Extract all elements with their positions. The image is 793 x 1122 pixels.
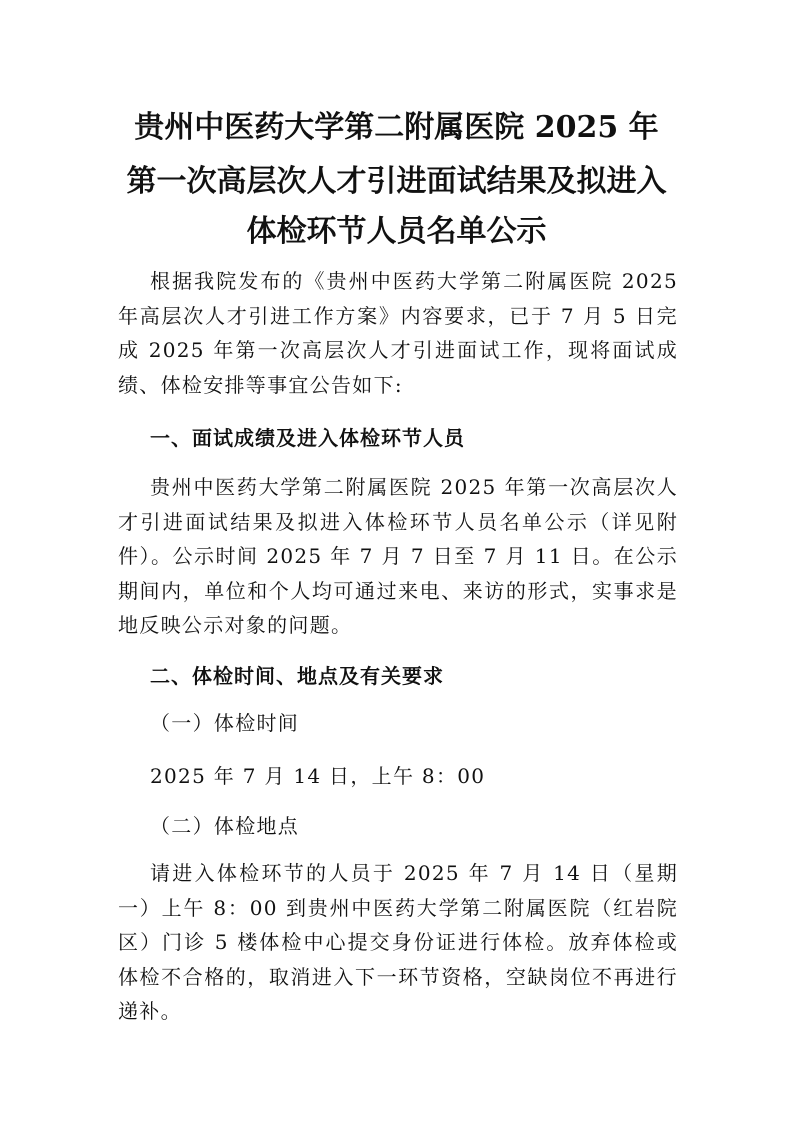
exam-location-paragraph: 请进入体检环节的人员于 2025 年 7 月 14 日（星期一）上午 8：00 到贵州中医药大学第二附属医院（红岩院区）门诊 5 楼体检中心提交身份证进行体检。放弃体检或体检不合格的，取消进入下一环节资格，空缺岗位不再进行递补。	[118, 861, 678, 1023]
section-1-heading: 一、面试成绩及进入体检环节人员	[150, 426, 465, 450]
exam-time-text: 2025 年 7 月 14 日，上午 8：00	[150, 764, 486, 788]
intro-paragraph: 根据我院发布的《贵州中医药大学第二附属医院 2025 年高层次人才引进工作方案》内容要求，已于 7 月 5 日完成 2025 年第一次高层次人才引进面试工作，现将面试成绩、体检安排等事宜公告如下:	[118, 269, 678, 397]
section-2-heading: 二、体检时间、地点及有关要求	[150, 664, 444, 688]
title-line-2: 第一次高层次人才引进面试结果及拟进入	[126, 164, 667, 199]
title-line-1: 贵州中医药大学第二附属医院 2025 年	[134, 110, 659, 145]
title-line-3: 体检环节人员名单公示	[246, 214, 547, 249]
section-1-paragraph: 贵州中医药大学第二附属医院 2025 年第一次高层次人才引进面试结果及拟进入体检环节人员名单公示（详见附件）。公示时间 2025 年 7 月 7 日至 7 月 11 日。在公示期间内，单位和个人均可通过来电、来访的形式，实事求是地反映公示对象的问题。	[118, 475, 678, 637]
subsection-2-heading: （二）体检地点	[150, 814, 300, 838]
subsection-1-heading: （一）体检时间	[150, 711, 300, 735]
